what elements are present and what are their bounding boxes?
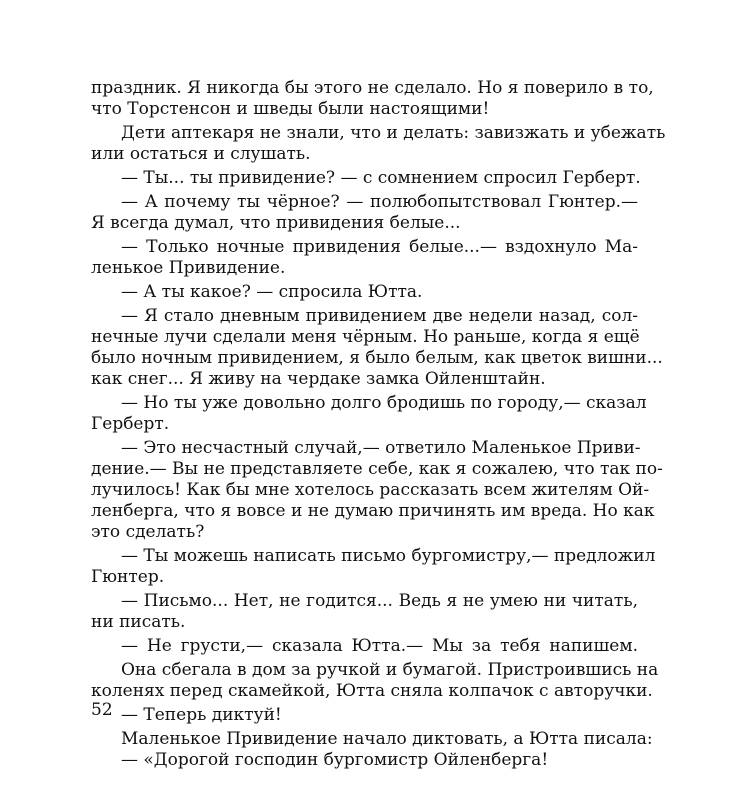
text-line: коленях перед скамейкой, Ютта сняла колпачок с авторучки. xyxy=(91,681,653,701)
text-line: — Это несчастный случай,— ответило Маленькое Приви- xyxy=(121,438,641,458)
text-line: нечные лучи сделали меня чёрным. Но раньше, когда я ещё xyxy=(91,327,640,347)
text-line: — Не грусти,— сказала Ютта.— Мы за тебя напишем. xyxy=(121,636,638,656)
text-line: ленькое Привидение. xyxy=(91,258,286,278)
text-line: Герберт. xyxy=(91,414,170,434)
page-number: 52 xyxy=(91,700,113,720)
text-line: праздник. Я никогда бы этого не сделало. Но я поверило в то, xyxy=(91,78,654,98)
text-line: Она сбегала в дом за ручкой и бумагой. Пристроившись на xyxy=(121,660,659,680)
text-line: — Только ночные привидения белые...— вздохнуло Ма- xyxy=(121,237,638,257)
text-line: дение.— Вы не представляете себе, как я сожалею, что так по- xyxy=(91,459,663,479)
text-line: — «Дорогой господин бургомистр Ойленберга! xyxy=(121,750,549,770)
text-line: это сделать? xyxy=(91,522,205,542)
text-line: — А ты какое? — спросила Ютта. xyxy=(121,282,423,302)
text-line: — Но ты уже довольно долго бродишь по городу,— сказал xyxy=(121,393,647,413)
text-line: Гюнтер. xyxy=(91,567,165,587)
text-line: было ночным привидением, я было белым, как цветок вишни... xyxy=(91,348,663,368)
text-line: — Ты можешь написать письмо бургомистру,— предложил xyxy=(121,546,656,566)
text-line: лучилось! Как бы мне хотелось рассказать всем жителям Ой- xyxy=(91,480,650,500)
text-line: — Письмо... Нет, не годится... Ведь я не умею ни читать, xyxy=(121,591,638,611)
text-line: — Ты... ты привидение? — с сомнением спросил Герберт. xyxy=(121,168,641,188)
body-text xyxy=(91,78,666,771)
text-line: — Я стало дневным привидением две недели назад, сол- xyxy=(121,306,638,326)
text-line: ленберга, что я вовсе и не думаю причинять им вреда. Но как xyxy=(91,501,655,521)
text-line: что Торстенсон и шведы были настоящими! xyxy=(91,99,490,119)
text-line: Маленькое Привидение начало диктовать, а Ютта писала: xyxy=(121,729,653,749)
text-line: или остаться и слушать. xyxy=(91,144,311,164)
text-line: ни писать. xyxy=(91,612,186,632)
text-line: — Теперь диктуй! xyxy=(121,705,282,725)
text-line: — А почему ты чёрное? — полюбопытствовал Гюнтер.— xyxy=(121,192,638,212)
text-line: Дети аптекаря не знали, что и делать: завизжать и убежать xyxy=(121,123,666,143)
text-line: Я всегда думал, что привидения белые... xyxy=(91,213,461,233)
text-line: как снег... Я живу на чердаке замка Ойленштайн. xyxy=(91,369,546,389)
